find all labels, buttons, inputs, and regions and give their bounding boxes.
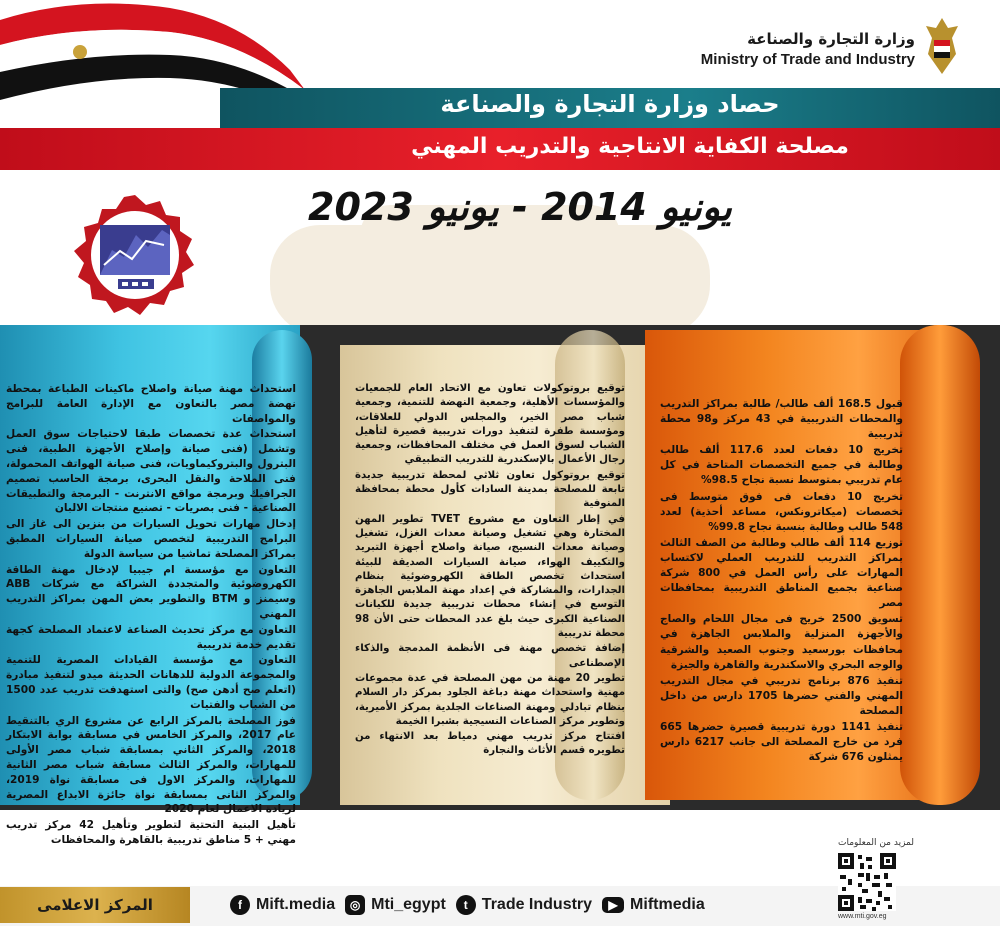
list-item: تسويق 2500 خريج فى مجال اللحام والصاج والأجهزة المنزلية والملابس الجاهزة في محافظات بورسعيد وجنوب الصعيد والشرقية والوجه البحري والاسكندرية والقاهرة والجيزة bbox=[660, 613, 903, 671]
facebook-handle: Mift.media bbox=[256, 896, 336, 913]
achievements-column-middle bbox=[355, 382, 625, 760]
list-item: التعاون مع مؤسسة ام جيبيا لإدخال مهنة الطاقة الكهروضوئية والمتجددة الشراكة مع شركات ABB وسيمنز و BTM والتطوير بعض المهن بمراكز التدريب المهني bbox=[6, 563, 296, 620]
list-item: توقيع بروتوكولات تعاون مع الاتحاد العام للجمعيات والمؤسسات الأهلية، وجمعية النهضة للتنمية، وجمعية شباب مصر الخير، والمجلس الدولي للعلاقات، ومؤسسة طفرة لتنفيذ دورات تدريبية قصيرة لتأهيل الشباب لسوق العمل في مختلف المحافظات، وجمعية رجال الأعمال بالإسكندرية للتدريب التطبيقي bbox=[355, 383, 625, 466]
list-item: توقيع بروتوكول تعاون ثلاثي لمحطة تدريبية جديدة تابعة للمصلحة بمدينة السادات كأول محطة بمحافظة المنوفية bbox=[355, 469, 625, 510]
list-item: تنفيذ 1141 دورة تدريبية قصيرة حضرها 665 فرد من خارج المصلحة الى جانب 6217 دارس يمثلون 676 شركة bbox=[660, 720, 904, 764]
achievements-column-right bbox=[660, 397, 903, 766]
list-item: استحداث مهنة صيانة واصلاح ماكينات الطباعة بمحطة نهضة مصر بالتعاون مع الإدارة العامة للبرامج والمواصفات bbox=[6, 383, 296, 425]
list-item: قبول 168.5 ألف طالب/ طالبة بمراكز التدريب والمحطات التدريبية في 43 مركز و98 محطة تدريبية bbox=[660, 398, 903, 441]
twitter-handle: Trade Industry bbox=[481, 896, 593, 913]
list-item: التعاون مع مؤسسة القيادات المصرية للتنمية والمجموعة الدولية للدهانات الحديثة ميدو لتنفيذ مبادرة (اتعلم صح أدهن صح) والتى استهدفت تدريب عدد 1500 من الشباب والفتيات bbox=[6, 654, 296, 711]
page-subtitle: مصلحة الكفاية الانتاجية والتدريب المهني bbox=[411, 134, 849, 159]
social-links bbox=[230, 895, 705, 915]
list-item: التعاون مع مركز تحديث الصناعة لاعتماد المصلحة كجهة تقديم خدمة تدريبية bbox=[6, 623, 296, 651]
page-title: حصاد وزارة التجارة والصناعة bbox=[440, 90, 780, 118]
facebook-icon: f bbox=[230, 895, 250, 915]
agency-gear-logo-icon bbox=[72, 195, 198, 319]
list-item: تنفيذ 876 برنامج تدريبي في مجال التدريب المهني والفني حضرها 1705 دارس من داخل المصلحة bbox=[660, 674, 903, 717]
list-item: افتتاح مركز تدريب مهني دمياط بعد الانتهاء من تطويره قسم الأثاث والنجارة bbox=[355, 731, 625, 757]
list-item: توزيع 114 ألف طالب وطالبة من الصف الثالث بمراكز التدريب للتدريب العملي لاكتساب المهارات على رأس العمل في 800 شركة صناعية بجميع المناطق التدريبية بمحافظات مصر bbox=[660, 536, 903, 610]
twitter-icon: t bbox=[456, 895, 476, 915]
list-item: تخريج 10 دفعات فى فوق متوسط فى تخصصات (ميكاترونكس، مساعد أحذية) لعدد 548 طالب وطالبة بنسبة نجاح 99.8% bbox=[660, 490, 903, 533]
list-item: إدخال مهارات تحويل السيارات من بنزين الى غاز الى البرامج التدريبية لتخصص صيانة السيارات المطبق بمراكز المصلحة تماشيا من سياسة الدولة bbox=[6, 518, 296, 560]
youtube-icon: ▶ bbox=[602, 897, 624, 913]
qr-caption: لمزيد من المعلومات bbox=[838, 838, 914, 848]
date-range: يونيو 2014 - يونيو 2023 bbox=[308, 185, 732, 229]
list-item: تخريج 10 دفعات لعدد 117.6 ألف طالب وطالبة في جميع التخصصات المتاحة في كل عام تدريبي بمتوسط نسبة نجاح 98.5% bbox=[660, 444, 903, 487]
ministry-branding bbox=[701, 30, 915, 68]
twitter-link[interactable] bbox=[456, 895, 592, 915]
achievements-column-left bbox=[6, 382, 296, 849]
youtube-handle: Miftmedia bbox=[630, 896, 705, 913]
eagle-emblem-icon bbox=[922, 14, 962, 78]
list-item: إضافة تخصص مهنة فى الأنظمة المدمجة والذكاء الإصطناعى bbox=[355, 643, 625, 669]
youtube-link[interactable] bbox=[602, 896, 705, 914]
facebook-link[interactable] bbox=[230, 895, 335, 915]
list-item: تأهيل البنية التحتية لتطوير وتأهيل 42 مركز تدريب مهني + 5 مناطق تدريبية بالقاهرة والمحافظات bbox=[6, 819, 296, 846]
list-item: في إطار التعاون مع مشروع TVET تطوير المهن المختارة وهي تشغيل وصيانة معدات الغزل، تشغيل وصيانة معدات النسيج، صيانة واصلاح أجهزة التبريد والتكييف الهواء، صيانة السيارات الصديقة للبيئة استحداث تخصص الطاقة الكهروضوئية بنظام الجدارات، والمشاركة في إعداد مهنة الملابس الجاهزة التوسع في إنشاء محطات تدريبية جديدة للكيانات الصناعية الكبرى حيث بلغ عدد المحطات حتى الأن 98 محطة تدريبية bbox=[355, 513, 625, 640]
list-item: تطوير 20 مهنة من مهن المصلحة في عدة مجموعات مهنية واستحداث مهنة دباغة الجلود بمركز دار السلام بنظام تبادلي ومهنة الصناعات الجلدية بمركز الأميرية، وتطوير مركز الصناعات النسيجية بشبرا الخيمة bbox=[355, 672, 625, 727]
instagram-link[interactable] bbox=[345, 895, 446, 915]
media-center-label: المركز الاعلامى bbox=[0, 887, 190, 923]
ministry-name-ar: وزارة التجارة والصناعة bbox=[747, 30, 915, 48]
instagram-handle: Mti_egypt bbox=[371, 896, 446, 913]
list-item: فوز المصلحة بالمركز الرابع عن مشروع الري بالتنقيط عام 2017، والمركز الخامس في مسابقة بوابة الابتكار 2018، والمركز الثاني بمسابقة شباب مصر الأولى للمهارات، والمركز الثالث مسابقة شباب مصر الثانية للمهارات، والمركز الاول فى مسابقة نواة 2019، والمركز الثانى بمسابقة نواة جائزة الابداع المصرية لريادة الاعمال لعام 2020 bbox=[6, 714, 296, 816]
instagram-icon: ◎ bbox=[345, 895, 365, 915]
website-url[interactable]: www.mti.gov.eg bbox=[838, 913, 887, 920]
ministry-name-en: Ministry of Trade and Industry bbox=[700, 51, 915, 68]
list-item: استحداث عدة تخصصات طبقا لاحتياجات سوق العمل وتشمل (فنى صيانة وإصلاح الأجهزة الطبية، فنى البترول والبتروكيماويات، فنى صيانة الهواتف المحمولة، فنى الملاحة والنقل البحرى، برمجة الحاسب تصميم الجرافيك وبرمجة مواقع الانترنت - البرمجة والتطبيقات الصناعية - فنى بصريات - تصنيع منتجات الالبان bbox=[6, 428, 296, 515]
orange-scroll-roll bbox=[900, 325, 980, 805]
qr-code-icon[interactable] bbox=[838, 853, 896, 911]
